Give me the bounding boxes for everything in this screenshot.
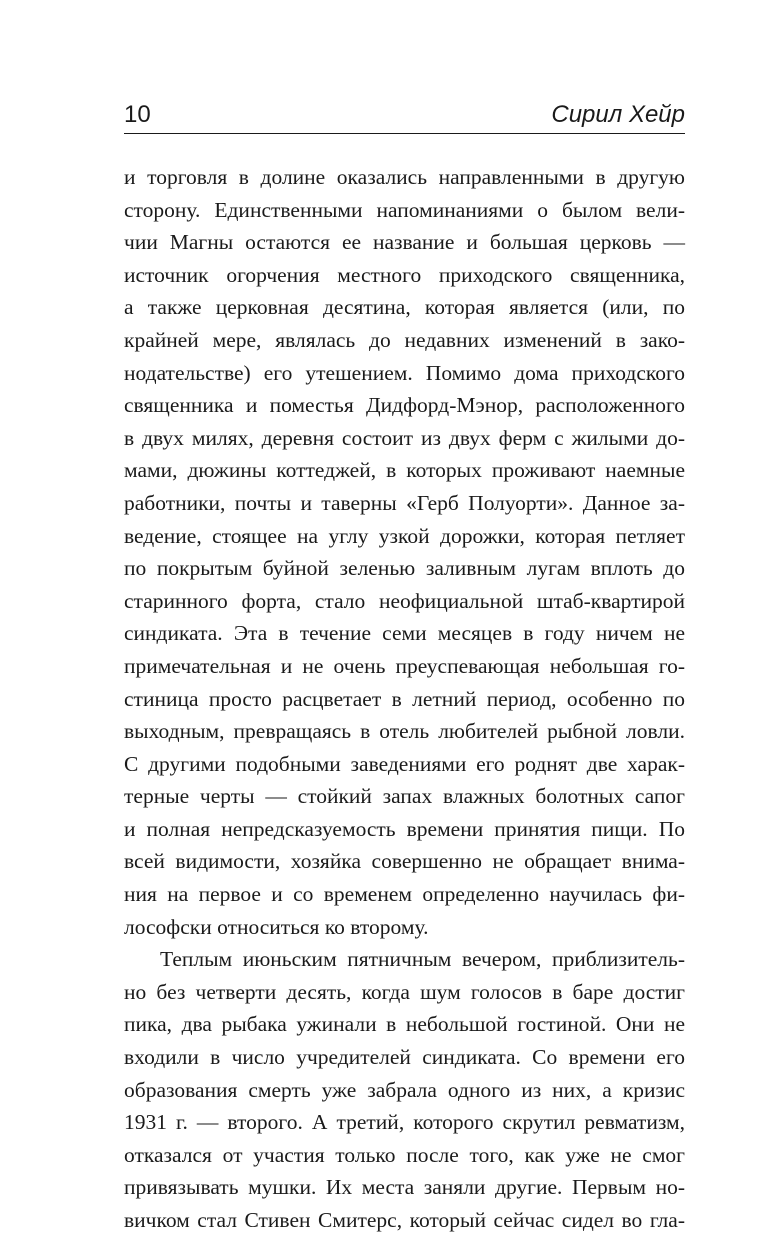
- text-line: стиница просто расцветает в летний период, особенно по: [124, 686, 685, 711]
- text-line: образования смерть уже забрала одного из них, а кризис: [124, 1077, 685, 1102]
- text-line: нодательстве) его утешением. Помимо дома приходского: [124, 360, 685, 385]
- paragraph-1: [124, 161, 685, 943]
- body-text: [124, 161, 685, 1237]
- text-line: лософски относиться ко второму.: [124, 914, 429, 939]
- text-line: выходным, превращаясь в отель любителей рыбной ловли.: [124, 719, 685, 744]
- text-line: синдиката. Эта в течение семи месяцев в году ничем не: [124, 621, 685, 646]
- text-line: 1931 г. — второго. А третий, которого скрутил ревматизм,: [124, 1110, 685, 1135]
- text-line: источник огорчения местного приходского священника,: [124, 262, 685, 287]
- text-line: работники, почты и таверны «Герб Полуорти». Данное за-: [124, 490, 685, 515]
- text-line: и торговля в долине оказались направленными в другую: [124, 165, 685, 189]
- text-line: крайней мере, являлась до недавних изменений в зако-: [124, 327, 685, 352]
- running-title: Сирил Хейр: [551, 101, 685, 128]
- text-line: вичком стал Стивен Смитерс, который сейчас сидел во гла-: [124, 1208, 685, 1232]
- text-line: ния на первое и со временем определенно научилась фи-: [124, 882, 685, 907]
- text-line: входили в число учредителей синдиката. Со времени его: [124, 1045, 685, 1070]
- text-line: по покрытым буйной зеленью заливным лугам вплоть до: [124, 556, 685, 581]
- text-line: священника и поместья Дидфорд-Мэнор, расположенного: [124, 393, 685, 418]
- text-line: С другими подобными заведениями его роднят две харак-: [124, 751, 685, 776]
- text-line: старинного форта, стало неофициальной штаб-квартирой: [124, 588, 685, 613]
- text-line: а также церковная десятина, которая является (или, по: [124, 295, 685, 320]
- text-line: мами, дюжины коттеджей, в которых проживают наемные: [124, 458, 685, 483]
- text-line: терные черты — стойкий запах влажных болотных сапог: [124, 784, 685, 809]
- text-line: всей видимости, хозяйка совершенно не обращает внима-: [124, 849, 685, 874]
- text-line: но без четверти десять, когда шум голосов в баре достиг: [124, 979, 685, 1004]
- page-header: [124, 100, 685, 130]
- text-line: ведение, стоящее на углу узкой дорожки, которая петляет: [124, 523, 685, 548]
- text-line: в двух милях, деревня состоит из двух ферм с жилыми до-: [124, 425, 685, 450]
- header-rule: [124, 133, 685, 134]
- text-line: и полная непредсказуемость времени принятия пищи. По: [124, 816, 685, 841]
- page-number: 10: [124, 101, 151, 128]
- text-line: чии Магны остаются ее название и большая церковь —: [124, 230, 685, 255]
- text-line: привязывать мушки. Их места заняли другие. Первым но-: [124, 1175, 685, 1200]
- text-line: отказался от участия только после того, как уже не смог: [124, 1142, 685, 1167]
- text-line: сторону. Единственными напоминаниями о былом вели-: [124, 197, 685, 222]
- text-line: пика, два рыбака ужинали в небольшой гостиной. Они не: [124, 1012, 685, 1037]
- text-line: Теплым июньским пятничным вечером, приблизитель-: [160, 947, 685, 972]
- paragraph-2: [124, 943, 685, 1236]
- text-line: примечательная и не очень преуспевающая небольшая го-: [124, 653, 685, 678]
